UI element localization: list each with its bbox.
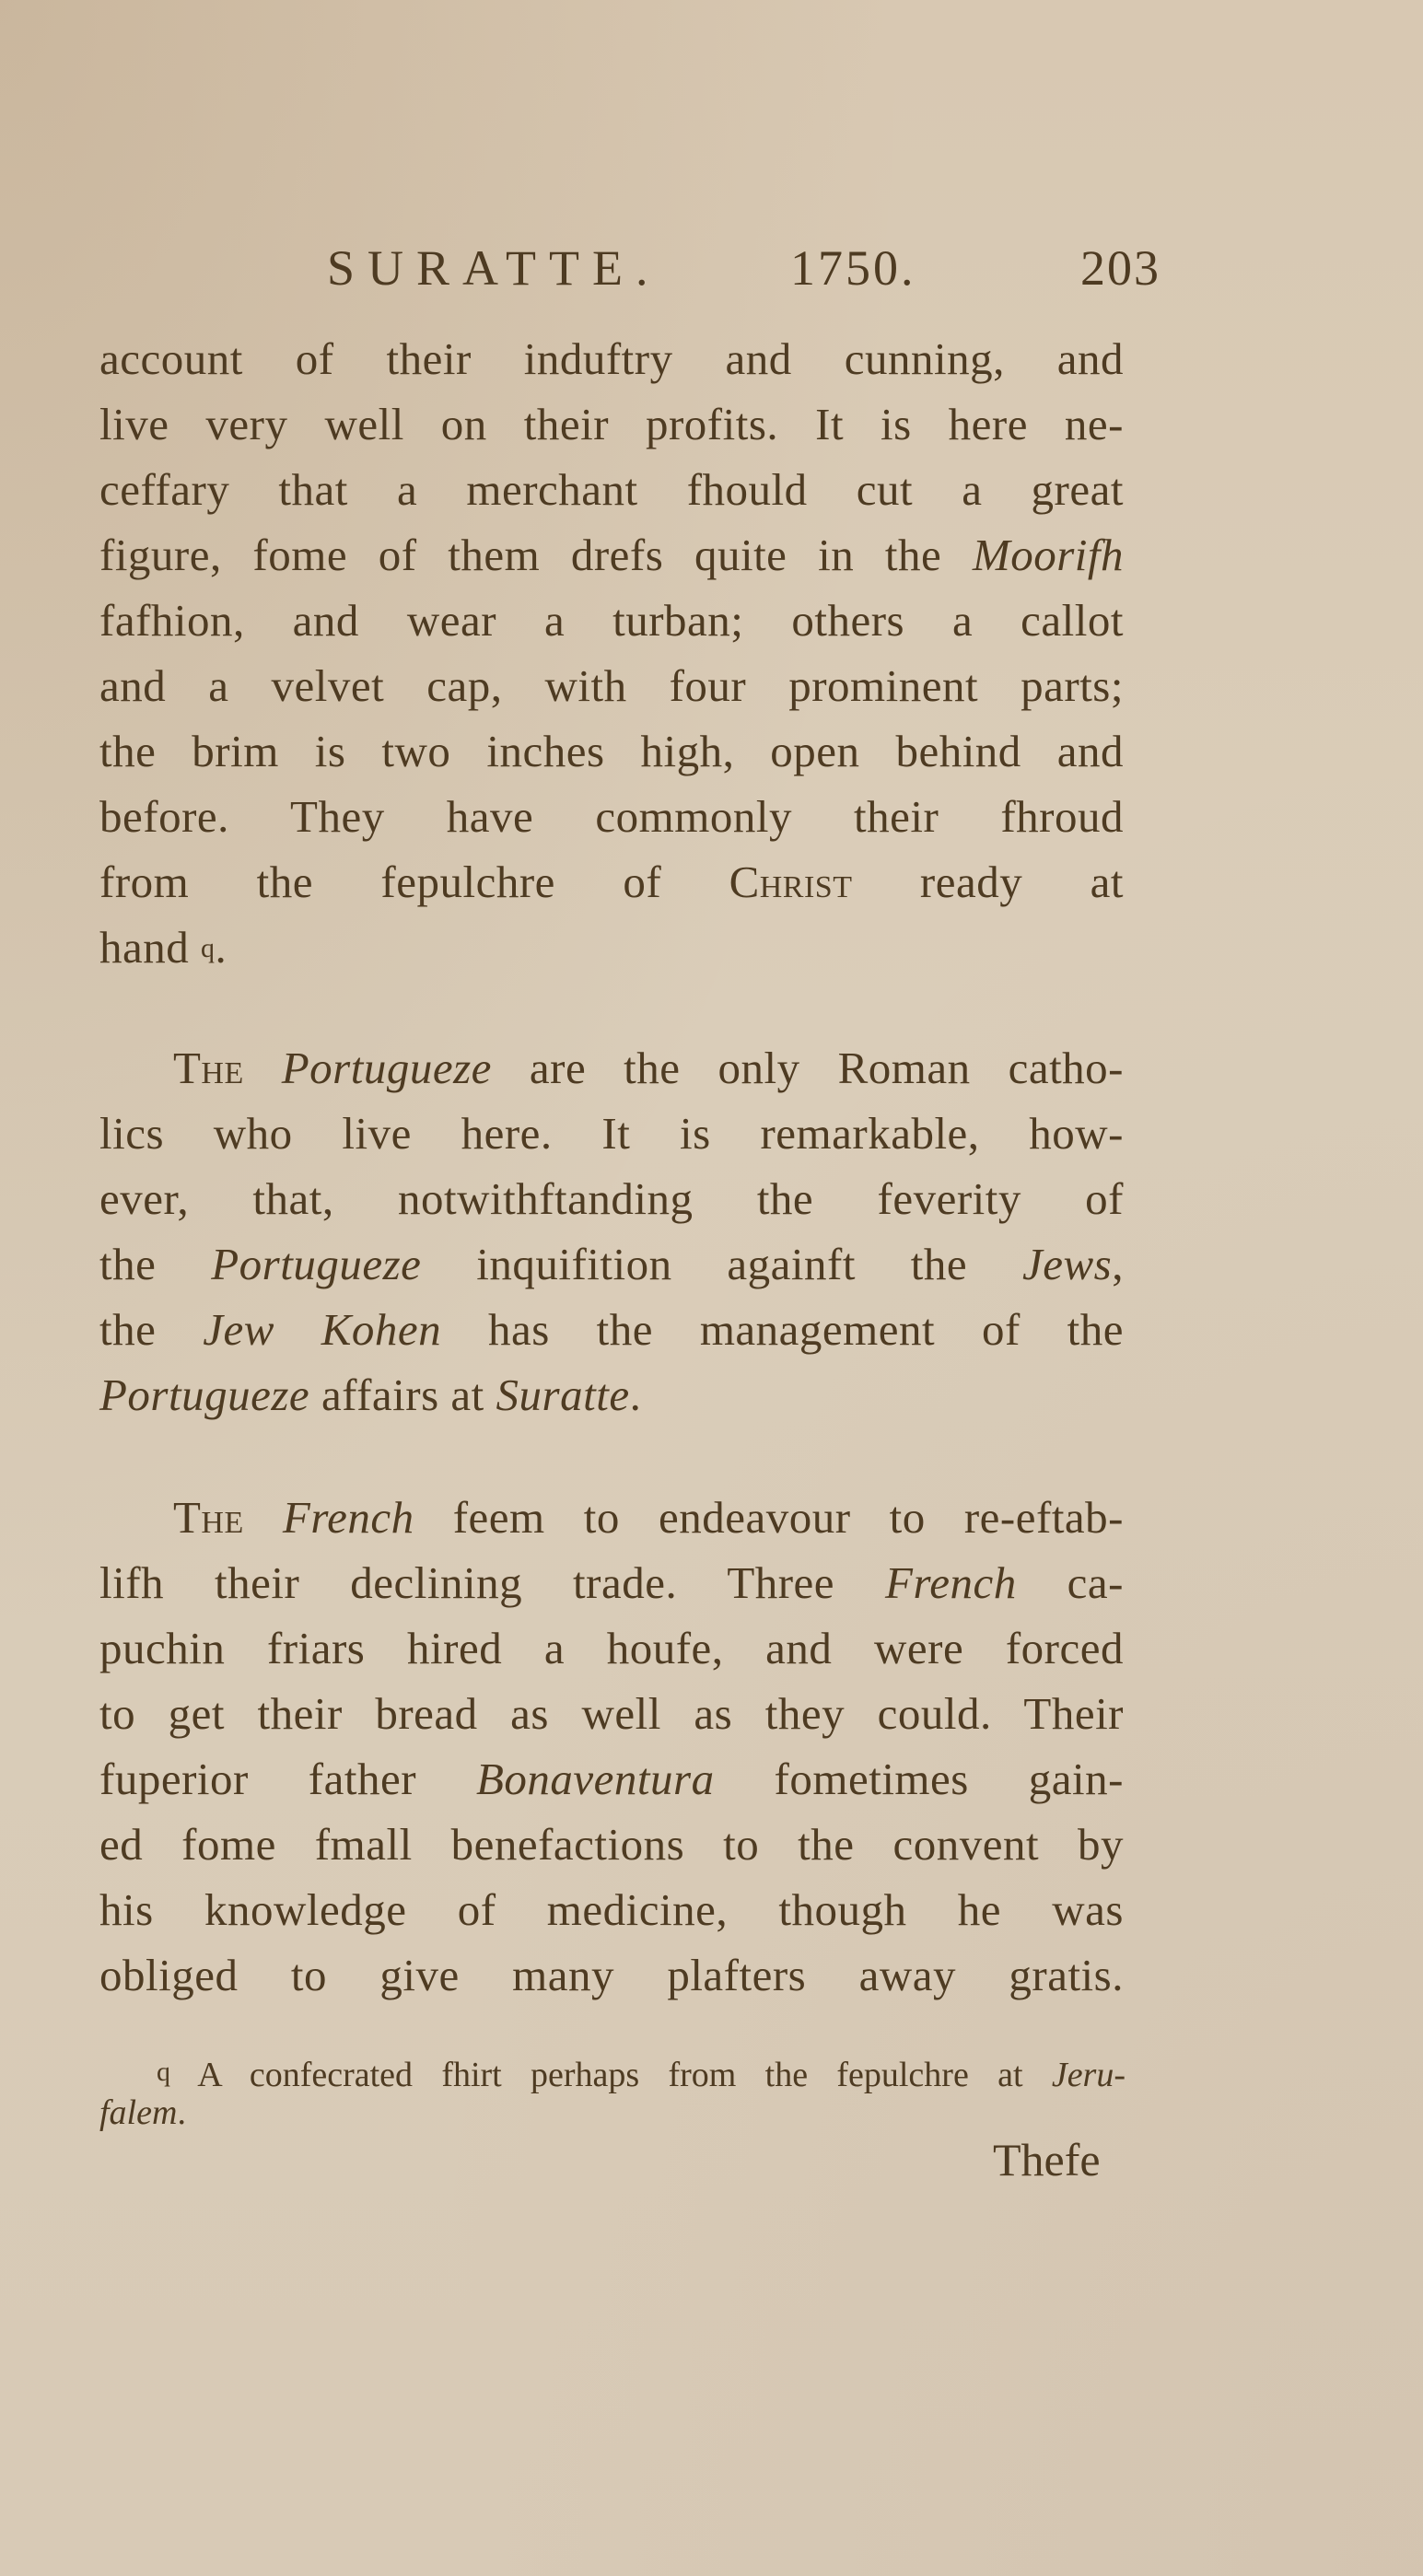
text-line [99, 332, 1124, 387]
small-caps-word: The [173, 1492, 244, 1543]
text-line [99, 1752, 1124, 1807]
text-line [99, 1556, 1124, 1611]
text-run: his knowledge of medicine, though he was [99, 1884, 1124, 1935]
text-line [99, 659, 1124, 714]
small-caps-word: The [173, 1043, 244, 1093]
text-run: feem to endeavour to re-eftab- [414, 1492, 1124, 1543]
text-line [173, 1041, 1124, 1096]
text-run: before. They have commonly their fhroud [99, 791, 1124, 842]
text-run: lics who live here. It is remarkable, how- [99, 1108, 1124, 1159]
text-run: inquifition againft the [421, 1239, 1022, 1289]
page-number: 203 [1080, 240, 1161, 296]
italic-word: Moorifh [972, 530, 1124, 580]
footnote-reference[interactable]: q [201, 933, 216, 963]
text-run: from the fepulchre of [99, 857, 729, 907]
text-line [99, 789, 1124, 845]
text-run: hand [99, 922, 201, 973]
text-line [99, 1686, 1124, 1742]
text-line [99, 1171, 1124, 1227]
catchword: Thefe [993, 2134, 1101, 2186]
text-run: are the only Roman catho- [491, 1043, 1125, 1093]
italic-word: Jeru- [1051, 2056, 1126, 2094]
text-run [244, 1492, 283, 1543]
text-line [99, 528, 1124, 583]
running-head-year: 1750. [790, 240, 916, 296]
text-line [99, 855, 1124, 910]
small-caps-word: Christ [729, 857, 853, 907]
text-run: . [629, 1370, 642, 1420]
text-run: figure, fome of them drefs quite in the [99, 530, 973, 580]
italic-word: Portugueze [99, 1370, 310, 1420]
text-run: lifh their declining trade. Three [99, 1557, 886, 1608]
text-run: ever, that, notwithftanding the feverity of [99, 1173, 1124, 1224]
italic-word: French [282, 1492, 414, 1543]
text-line [99, 1621, 1124, 1676]
text-line [173, 1490, 1124, 1545]
text-run: ceffary that a merchant fhould cut a great [99, 464, 1124, 515]
text-run: the [99, 1239, 212, 1289]
text-line [99, 724, 1124, 779]
text-run: . [215, 922, 227, 973]
text-line [99, 1817, 1124, 1872]
italic-word: Portugueze [281, 1043, 492, 1093]
text-line [99, 1368, 1124, 1423]
text-line [99, 1237, 1124, 1292]
italic-word: Portugueze [211, 1239, 422, 1289]
text-run: account of their induftry and cunning, and [99, 333, 1124, 384]
text-run: the [99, 1304, 204, 1355]
italic-word: Bonaventura [475, 1754, 715, 1804]
text-run: fafhion, and wear a turban; others a callot [99, 595, 1124, 646]
text-run: and a velvet cap, with four prominent parts; [99, 660, 1124, 711]
text-line [99, 593, 1124, 648]
text-run: live very well on their profits. It is here ne- [99, 399, 1124, 449]
text-line [99, 1302, 1124, 1358]
text-line [99, 1948, 1124, 2003]
italic-word: French [885, 1557, 1017, 1608]
italic-word: Jews [1022, 1239, 1113, 1289]
text-run: ed fome fmall benefactions to the convent by [99, 1819, 1124, 1870]
text-run: ca- [1016, 1557, 1124, 1608]
text-line [99, 1882, 1124, 1938]
text-run: has the management of the [441, 1304, 1124, 1355]
text-run: the brim is two inches high, open behind and [99, 726, 1124, 776]
text-run: , [1112, 1239, 1124, 1289]
text-line [99, 397, 1124, 452]
text-run [244, 1043, 282, 1093]
text-run: obliged to give many plafters away gratis. [99, 1950, 1124, 2000]
text-run: puchin friars hired a houfe, and were forced [99, 1623, 1124, 1673]
running-head [327, 236, 1161, 300]
italic-word: Jew Kohen [203, 1304, 442, 1355]
footnote-marker: q [157, 2057, 170, 2087]
text-run: fometimes gain- [714, 1754, 1124, 1804]
footnote-line [99, 2091, 1068, 2135]
text-run: . [177, 2093, 186, 2132]
italic-word: falem [99, 2093, 178, 2132]
text-run: fuperior father [99, 1754, 476, 1804]
running-head-title: SURATTE. [327, 240, 661, 296]
italic-word: Suratte [496, 1370, 630, 1420]
text-line [99, 462, 1124, 518]
text-run: affairs at [309, 1370, 496, 1420]
text-line [99, 1106, 1124, 1161]
text-run: to get their bread as well as they could. Their [99, 1688, 1124, 1739]
text-run: A confecrated fhirt perhaps from the fepulchre at [197, 2056, 1052, 2094]
text-run: ready at [852, 857, 1124, 907]
text-line [99, 920, 1124, 976]
